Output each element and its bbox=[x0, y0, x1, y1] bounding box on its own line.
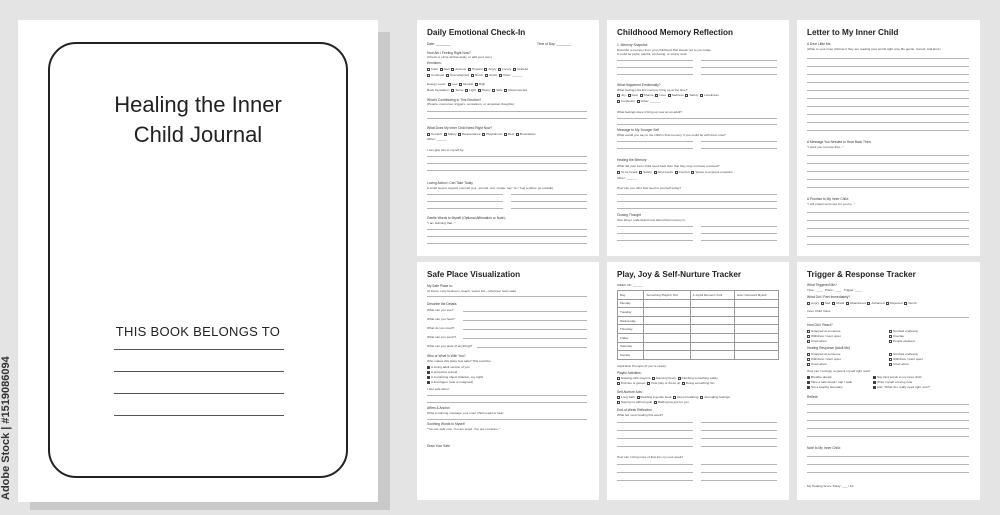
write-line[interactable] bbox=[807, 212, 969, 213]
write-line[interactable] bbox=[511, 194, 587, 195]
day-cell: Thursday bbox=[618, 325, 644, 334]
table-header-row bbox=[618, 291, 779, 300]
option: Ask: "What do I really need right now?" bbox=[873, 385, 930, 389]
cover-page bbox=[18, 20, 378, 502]
label: I can give this to myself by: bbox=[427, 148, 465, 152]
other-field: Other: ______ bbox=[617, 176, 637, 180]
write-line[interactable] bbox=[617, 67, 693, 68]
section-heading: Who or What Is With You? bbox=[427, 354, 466, 358]
write-line[interactable] bbox=[427, 194, 503, 195]
write-line[interactable] bbox=[427, 395, 587, 396]
page-title: Letter to My Inner Child bbox=[807, 28, 899, 37]
checklist-item: A kind figure (real or imagined) bbox=[427, 380, 473, 384]
options-row: Confused Overwhelmed Numb Joyful Other: ______ bbox=[427, 73, 522, 77]
write-line[interactable] bbox=[807, 428, 969, 429]
section-heading: Loving Action I Can Take Today bbox=[427, 181, 473, 185]
page-trigger-tracker bbox=[797, 262, 980, 500]
page-safe-place bbox=[417, 262, 599, 500]
write-line[interactable] bbox=[617, 194, 777, 195]
write-line[interactable] bbox=[617, 60, 693, 61]
write-line[interactable] bbox=[511, 208, 587, 209]
write-line[interactable] bbox=[427, 419, 587, 420]
hint: "I will protect and care for you by..." bbox=[807, 202, 856, 206]
write-line[interactable] bbox=[807, 464, 969, 465]
option: Overate bbox=[889, 334, 904, 338]
hint: (A forest, cozy bedroom, beach, secret fort—wherever feels safe) bbox=[427, 289, 517, 293]
stock-watermark: Adobe Stock | #1519086094 bbox=[0, 356, 12, 500]
write-line[interactable] bbox=[701, 480, 777, 481]
section-heading: 1. Memory Snapshot bbox=[617, 43, 648, 47]
section-heading: A Message You Needed to Hear Back Then: bbox=[807, 140, 872, 144]
healing-score: My Healing Score Today: ___ / 10 bbox=[807, 484, 854, 488]
hint: "I am learning that..." bbox=[427, 221, 456, 225]
write-line[interactable] bbox=[807, 472, 969, 473]
write-line[interactable] bbox=[807, 236, 969, 237]
write-line[interactable] bbox=[427, 163, 587, 164]
prompt: What can you taste (if anything)? bbox=[427, 344, 473, 348]
table-header: A Joyful Moment I Felt bbox=[690, 291, 734, 300]
option: Withdrew / went quiet bbox=[807, 357, 841, 361]
cover-title-line2: Child Journal bbox=[133, 122, 263, 147]
write-line[interactable] bbox=[701, 430, 777, 431]
question: How can I bring more of that into my next week? bbox=[617, 455, 684, 459]
write-line[interactable] bbox=[463, 329, 587, 330]
page-title: Safe Place Visualization bbox=[427, 270, 521, 279]
hint: What did your inner child need back then that they may not have received? bbox=[617, 164, 720, 168]
write-line[interactable] bbox=[807, 106, 969, 107]
write-line[interactable] bbox=[617, 430, 693, 431]
write-line[interactable] bbox=[617, 472, 693, 473]
write-line[interactable] bbox=[807, 155, 969, 156]
options-row: Confusion Other: ______ bbox=[617, 99, 660, 103]
write-line[interactable] bbox=[701, 74, 777, 75]
options-row: Comfort Safety Reassurance Playfulness Rest Boundaries bbox=[427, 132, 536, 136]
write-line[interactable] bbox=[617, 148, 693, 149]
section-heading: A Promise to My Inner Child: bbox=[807, 197, 849, 201]
option: Snapped at someone bbox=[807, 329, 840, 333]
hint: (Check or circle all that apply, or add your own.) bbox=[427, 55, 493, 59]
label: Emotions: bbox=[427, 61, 442, 65]
option: Take a safe break / nap / walk bbox=[807, 380, 852, 384]
week-field: WEEK OF: ______ bbox=[617, 283, 644, 287]
page-letter bbox=[797, 20, 980, 256]
hint: "You are safe now. You are loved. You are not alone." bbox=[427, 427, 500, 431]
section-heading: Reflect: bbox=[807, 395, 819, 399]
write-line[interactable] bbox=[701, 240, 777, 241]
option: Withdrew / went quiet bbox=[889, 357, 923, 361]
label: Inner Child Voice: bbox=[807, 309, 832, 313]
write-line[interactable] bbox=[701, 438, 777, 439]
option: Scrolled endlessly bbox=[889, 329, 918, 333]
section-heading: Healing the Memory bbox=[617, 158, 647, 162]
cover-frame bbox=[48, 42, 348, 478]
option: Set a healthy boundary bbox=[807, 385, 843, 389]
section-heading: Message to My Younger Self bbox=[617, 128, 659, 132]
day-cell: Wednesday bbox=[618, 316, 644, 325]
table-row[interactable] bbox=[618, 299, 779, 308]
section-heading: What Did I Feel Immediately? bbox=[807, 295, 851, 299]
write-line[interactable] bbox=[807, 244, 969, 245]
options-row: Saying no without guilt Making tea just for you bbox=[617, 400, 689, 404]
page-play-tracker bbox=[607, 262, 789, 500]
table-header: Something Playful I Did bbox=[644, 291, 690, 300]
options-row: Angry Sad Afraid Abandoned Ashamed Rejected Numb bbox=[807, 301, 917, 305]
day-cell: Friday bbox=[618, 333, 644, 342]
write-line[interactable] bbox=[511, 201, 587, 202]
write-line[interactable] bbox=[617, 208, 777, 209]
energy-row: Energy Level: Low Neutral High bbox=[427, 82, 486, 86]
write-line[interactable] bbox=[617, 124, 777, 125]
section-heading: Gentle Words to Myself (Optional Affirmation or Note): bbox=[427, 216, 506, 220]
section-heading: Healing Response (Adult Me) bbox=[807, 346, 851, 350]
write-line[interactable] bbox=[701, 233, 777, 234]
options-row: Long bath Reading a gentle book Deep breathing Journaling feelings bbox=[617, 395, 730, 399]
checklist-item: A loving adult version of you bbox=[427, 365, 470, 369]
write-line[interactable] bbox=[807, 179, 969, 180]
question: What felt most healing this week? bbox=[617, 413, 664, 417]
write-line[interactable] bbox=[807, 66, 969, 67]
section-heading: Note to My Inner Child: bbox=[807, 446, 841, 450]
day-cell: Saturday bbox=[618, 342, 644, 351]
section-heading: Playful Activities: bbox=[617, 371, 642, 375]
section-heading: A Dear Little Me, bbox=[807, 42, 832, 46]
section-heading: How Did I React? bbox=[807, 323, 833, 327]
write-line[interactable] bbox=[617, 446, 693, 447]
table-row[interactable] bbox=[618, 308, 779, 317]
write-line[interactable] bbox=[807, 228, 969, 229]
write-line[interactable] bbox=[807, 436, 969, 437]
write-line[interactable] bbox=[807, 171, 969, 172]
prompt: What do you smell? bbox=[427, 326, 455, 330]
section-heading: Soothing Words to Myself bbox=[427, 422, 465, 426]
write-line[interactable] bbox=[617, 480, 693, 481]
section-heading: Affirm & Anchor bbox=[427, 406, 450, 410]
option: Cried alone bbox=[807, 339, 827, 343]
write-line[interactable] bbox=[701, 472, 777, 473]
checklist-item: A protective animal bbox=[427, 370, 457, 374]
write-line[interactable] bbox=[427, 208, 503, 209]
cover-title bbox=[50, 90, 346, 150]
section-heading: My Safe Place Is: bbox=[427, 284, 453, 288]
table-row[interactable] bbox=[618, 342, 779, 351]
write-line[interactable] bbox=[427, 229, 587, 230]
write-line[interactable] bbox=[807, 74, 969, 75]
option: Breathe deeply bbox=[807, 375, 832, 379]
page-title: Play, Joy & Self-Nurture Tracker bbox=[617, 270, 742, 279]
write-line[interactable] bbox=[701, 446, 777, 447]
hint: What would you say to the child in that memory, if you could be with them now? bbox=[617, 133, 726, 137]
write-line[interactable] bbox=[427, 243, 587, 244]
hint: One thing I understand now about that memory is: bbox=[617, 218, 686, 222]
page-title: Trigger & Response Tracker bbox=[807, 270, 916, 279]
date-field: Date: ________ bbox=[427, 42, 451, 46]
hint: What feelings did this memory bring up at the time? bbox=[617, 88, 688, 92]
write-line[interactable] bbox=[463, 320, 587, 321]
hint: Write a calming message your inner child needs to hear: bbox=[427, 411, 505, 415]
write-line[interactable] bbox=[807, 456, 969, 457]
hint: (Write to your inner child as if they are reading your words right now. Be gentle, honest, and kind.) bbox=[807, 47, 941, 51]
label: I feel safe when: bbox=[427, 387, 450, 391]
section-heading: Draw Your Safe bbox=[427, 444, 450, 448]
write-line[interactable] bbox=[617, 201, 777, 202]
write-line[interactable] bbox=[427, 170, 587, 171]
name-line bbox=[114, 349, 284, 350]
write-line[interactable] bbox=[701, 464, 777, 465]
table-row[interactable] bbox=[618, 325, 779, 334]
question: How Am I Feeling Right Now? bbox=[427, 51, 471, 55]
name-line bbox=[114, 415, 284, 416]
write-line[interactable] bbox=[617, 240, 693, 241]
label: What feelings does it bring up now as an adult? bbox=[617, 110, 683, 114]
question: What Does My Inner Child Need Right Now? bbox=[427, 126, 493, 130]
write-line[interactable] bbox=[701, 60, 777, 61]
question: How can I lovingly re-parent myself right now? bbox=[807, 369, 871, 373]
write-line[interactable] bbox=[617, 233, 693, 234]
prompt: What can you see? bbox=[427, 308, 454, 312]
options-row: Drawing with crayons Dancing freely Climbing something safely bbox=[617, 376, 718, 380]
option: Write myself a loving note bbox=[873, 380, 912, 384]
option: Scrolled endlessly bbox=[889, 352, 918, 356]
hint: Describe a memory from your childhood that stands out to you today. bbox=[617, 48, 712, 52]
write-line[interactable] bbox=[427, 156, 587, 157]
label: How can you offer that need to yourself today? bbox=[617, 186, 681, 190]
write-line[interactable] bbox=[427, 402, 587, 403]
body-row: Body Sensation: Tense Light Heavy Safe Disconnected bbox=[427, 88, 528, 92]
table-header: How I Nurtured Myself bbox=[734, 291, 778, 300]
write-line[interactable] bbox=[701, 67, 777, 68]
section-heading: Self-Nurture Acts: bbox=[617, 390, 643, 394]
option: Cried alone bbox=[807, 362, 827, 366]
write-line[interactable] bbox=[701, 141, 777, 142]
option: Cried alone bbox=[889, 362, 909, 366]
options-row: Puzzles or games Kids play or dress up Doing something fun bbox=[617, 381, 714, 385]
day-cell: Tuesday bbox=[618, 308, 644, 317]
hint: It could be joyful, painful, confusing, or simply vivid. bbox=[617, 52, 688, 56]
option: Snapped at someone bbox=[807, 352, 840, 356]
section-heading: What Triggered Me? bbox=[807, 283, 837, 287]
write-line[interactable] bbox=[807, 122, 969, 123]
write-line[interactable] bbox=[617, 464, 693, 465]
write-line[interactable] bbox=[701, 422, 777, 423]
page-title: Daily Emotional Check-In bbox=[427, 28, 526, 37]
option: Say kind words to my inner child bbox=[873, 375, 921, 379]
name-line bbox=[114, 371, 284, 372]
page-daily-checkin bbox=[417, 20, 599, 256]
write-line[interactable] bbox=[427, 111, 587, 112]
table-cell: Day bbox=[618, 291, 644, 300]
write-line[interactable] bbox=[807, 98, 969, 99]
write-line[interactable] bbox=[701, 148, 777, 149]
prompt: What can you hear? bbox=[427, 317, 455, 321]
table-row[interactable] bbox=[618, 351, 779, 360]
options-row: To be heard Safety Kind words Comfort Space to express emotions bbox=[617, 170, 733, 174]
write-line[interactable] bbox=[617, 74, 693, 75]
write-line[interactable] bbox=[617, 422, 693, 423]
checklist-item: A comforting object (blanket, toy, light) bbox=[427, 375, 483, 379]
section-heading: What Happened Emotionally? bbox=[617, 83, 661, 87]
write-line[interactable] bbox=[807, 58, 969, 59]
write-line[interactable] bbox=[807, 187, 969, 188]
write-line[interactable] bbox=[617, 226, 693, 227]
write-line[interactable] bbox=[427, 118, 587, 119]
hint: A small step to support yourself (e.g., journal, rest, create, say "no," hug a pillow, go outside). bbox=[427, 186, 555, 190]
write-line[interactable] bbox=[427, 236, 587, 237]
write-line[interactable] bbox=[477, 347, 587, 348]
write-line[interactable] bbox=[807, 130, 969, 131]
page-memory-reflection bbox=[607, 20, 789, 256]
section-heading: Describe the Details bbox=[427, 302, 457, 306]
day-cell: Sunday bbox=[618, 351, 644, 360]
prompt: What can you touch? bbox=[427, 335, 457, 339]
write-line[interactable] bbox=[427, 201, 503, 202]
write-line[interactable] bbox=[807, 163, 969, 164]
other-field: Other: ______ bbox=[427, 137, 447, 141]
section-heading: Closing Thought bbox=[617, 213, 641, 217]
label: Inspiration Prompts (If you're stuck): bbox=[617, 364, 667, 368]
write-line[interactable] bbox=[617, 141, 693, 142]
page-title: Childhood Memory Reflection bbox=[617, 28, 733, 37]
belongs-to-label: THIS BOOK BELONGS TO bbox=[115, 324, 281, 339]
option: People-pleased bbox=[889, 339, 915, 343]
write-line[interactable] bbox=[427, 296, 587, 297]
write-line[interactable] bbox=[463, 338, 587, 339]
write-line[interactable] bbox=[807, 220, 969, 221]
write-line[interactable] bbox=[807, 114, 969, 115]
write-line[interactable] bbox=[807, 82, 969, 83]
question: What's Contributing to This Emotion? bbox=[427, 98, 482, 102]
write-line[interactable] bbox=[617, 438, 693, 439]
time-field: Time of Day: ________ bbox=[537, 42, 572, 46]
hint: "I want you to know that..." bbox=[807, 145, 844, 149]
trigger-row: Time: ____ Place: ____ Trigger: ____ bbox=[807, 288, 863, 292]
table-row[interactable] bbox=[618, 333, 779, 342]
cover-title-line1: Healing the Inner bbox=[114, 92, 282, 117]
day-cell: Monday bbox=[618, 299, 644, 308]
write-line[interactable] bbox=[807, 420, 969, 421]
hint: (People, memories, triggers, sensations, or unspoken thoughts) bbox=[427, 102, 515, 106]
options-row: Calm Sad Anxious Hopeful Angry Lonely Grateful bbox=[427, 67, 528, 71]
write-line[interactable] bbox=[807, 412, 969, 413]
options-row: Joy Fear Shame Love Sadness Safety Loneliness bbox=[617, 93, 719, 97]
table-row[interactable] bbox=[618, 316, 779, 325]
write-line[interactable] bbox=[463, 311, 587, 312]
write-line[interactable] bbox=[807, 317, 969, 318]
write-line[interactable] bbox=[701, 226, 777, 227]
name-line bbox=[114, 393, 284, 394]
write-line[interactable] bbox=[617, 118, 777, 119]
write-line[interactable] bbox=[807, 404, 969, 405]
hint: Who makes this place feel safe? This could be: bbox=[427, 359, 492, 363]
write-line[interactable] bbox=[807, 90, 969, 91]
section-heading: End-of-Week Reflection bbox=[617, 408, 652, 412]
option: Withdrew / went quiet bbox=[807, 334, 841, 338]
tracker-table bbox=[617, 290, 779, 360]
